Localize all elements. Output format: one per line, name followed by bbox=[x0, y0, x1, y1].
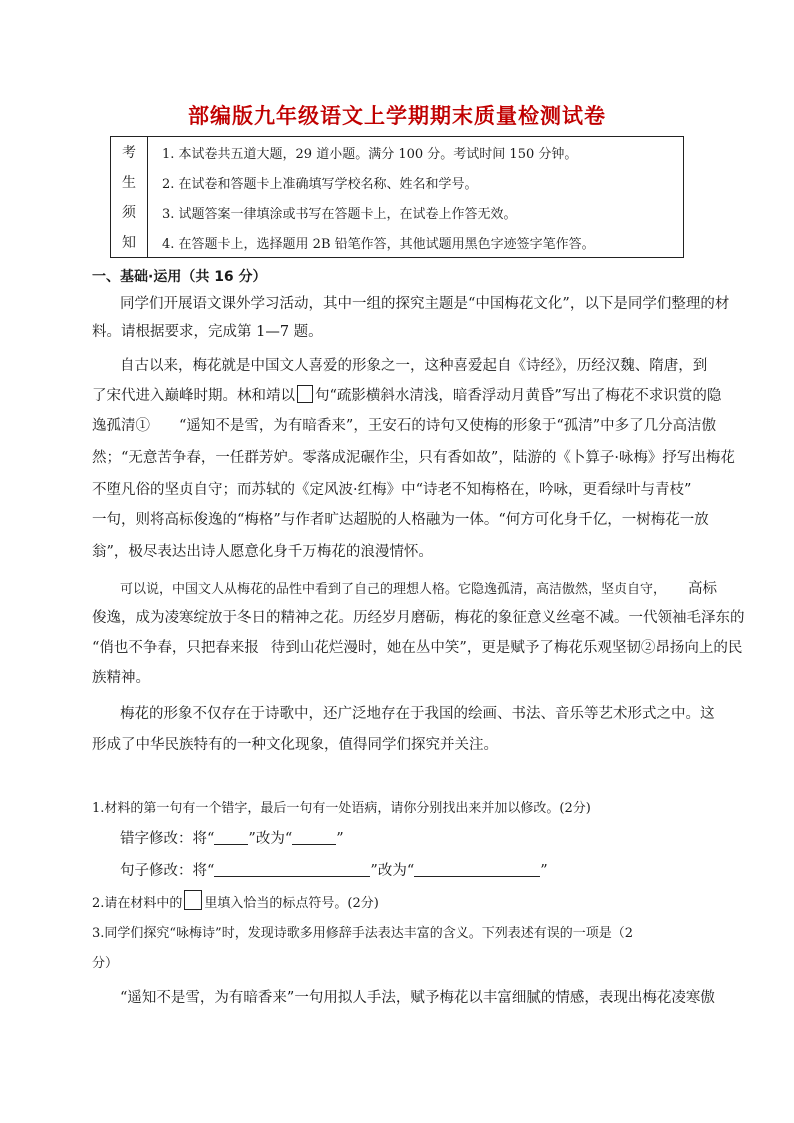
question-2-text: 里填入恰当的标点符号。(2分) bbox=[204, 896, 379, 911]
label: 句子修改：将“ bbox=[120, 863, 215, 879]
notice-header-char: 知 bbox=[111, 227, 148, 258]
notice-item: 2. 在试卷和答题卡上准确填写学校名称、姓名和学号。 bbox=[162, 176, 478, 192]
notice-item: 3. 试题答案一律填涂或书写在答题卡上，在试卷上作答无效。 bbox=[162, 206, 517, 222]
passage-line: 形成了中华民族特有的一种文化现象，值得同学们探究并关注。 bbox=[92, 737, 498, 753]
passage-line bbox=[120, 577, 717, 598]
passage-text: 了宋代进入巅峰时期。林和靖以 bbox=[92, 388, 295, 404]
notice-header-char: 考 bbox=[111, 137, 148, 168]
question-2-text: 2.请在材料中的 bbox=[92, 896, 183, 911]
passage-text: 待到山花烂漫时，她在丛中笑”，更是赋予了梅花乐观坚韧②昂扬向上的民 bbox=[270, 640, 743, 656]
passage-line: 自古以来，梅花就是中国文人喜爱的形象之一，这种喜爱起自《诗经》，历经汉魏、隋唐，到 bbox=[120, 358, 708, 374]
question-2 bbox=[92, 890, 379, 911]
label: ” bbox=[336, 831, 344, 847]
passage-line: 然；“无意苦争春，一任群芳妒。零落成泥碾作尘，只有香如故”，陆游的《卜算子·咏梅》抒写出梅花 bbox=[92, 450, 735, 466]
notice-item: 4. 在答题卡上，选择题用 2B 铅笔作答，其他试题用黑色字迹签字笔作答。 bbox=[162, 236, 595, 252]
intro-line: 同学们开展语文课外学习活动，其中一组的探究主题是“中国梅花文化”，以下是同学们整理的材 bbox=[120, 296, 730, 312]
question-3-option: “遥知不是雪，为有暗香来”一句用拟人手法，赋予梅花以丰富细腻的情感，表现出梅花凌寒傲 bbox=[120, 990, 715, 1006]
label: ”改为“ bbox=[370, 863, 415, 879]
question-1-part-a bbox=[120, 827, 344, 848]
notice-header-char: 须 bbox=[111, 197, 148, 227]
passage-line bbox=[92, 636, 742, 657]
intro-line: 料。请根据要求，完成第 1—7 题。 bbox=[92, 324, 323, 340]
label: 错字修改：将“ bbox=[120, 831, 215, 847]
passage-line: 翁”，极尽表达出诗人愿意化身千万梅花的浪漫情怀。 bbox=[92, 544, 433, 560]
exam-title: 部编版九年级语文上学期期末质量检测试卷 bbox=[188, 104, 606, 128]
notice-header-char: 生 bbox=[111, 167, 148, 197]
answer-blank[interactable] bbox=[214, 830, 248, 845]
passage-line: 族精神。 bbox=[92, 670, 150, 686]
question-1-stem: 1.材料的第一句有一个错字，最后一句有一处语病，请你分别找出来并加以修改。(2分) bbox=[92, 801, 591, 816]
label: ”改为“ bbox=[248, 831, 293, 847]
question-3-stem: 分） bbox=[92, 956, 119, 971]
passage-line: 梅花的形象不仅存在于诗歌中，还广泛地存在于我国的绘画、书法、音乐等艺术形式之中。这 bbox=[120, 706, 715, 722]
section-heading: 一、基础·运用（共 16 分） bbox=[92, 269, 267, 285]
notice-item: 1. 本试卷共五道大题，29 道小题。满分 100 分。考试时间 150 分钟。 bbox=[162, 146, 578, 162]
passage-line bbox=[92, 384, 721, 405]
passage-line: 俊逸，成为凌寒绽放于冬日的精神之花。历经岁月磨砺，梅花的象征意义丝毫不减。一代领袖毛泽东的 bbox=[92, 610, 745, 626]
answer-blank[interactable] bbox=[214, 862, 370, 877]
punctuation-box-icon bbox=[184, 890, 202, 910]
answer-blank[interactable] bbox=[292, 830, 336, 845]
answer-blank[interactable] bbox=[414, 862, 540, 877]
question-3-stem: 3.同学们探究“咏梅诗”时，发现诗歌多用修辞手法表达丰富的含义。下列表述有误的一项是（2 bbox=[92, 926, 633, 941]
passage-line: 一句，则将高标俊逸的“梅格”与作者旷达超脱的人格融为一体。“何方可化身千亿，一树梅花一放 bbox=[92, 512, 709, 528]
question-1-part-b bbox=[120, 859, 548, 880]
passage-text: “俏也不争春，只把春来报 bbox=[92, 640, 259, 656]
exam-notice-table bbox=[110, 136, 684, 258]
passage-line: 不堕凡俗的坚贞自守；而苏轼的《定风波·红梅》中“诗老不知梅格在，吟咏，更看绿叶与青枝” bbox=[92, 482, 692, 498]
passage-line: 逸孤清① “遥知不是雪，为有暗香来”，王安石的诗句又使梅的形象于“孤清”中多了几分高洁傲 bbox=[92, 418, 717, 434]
punctuation-blank-box bbox=[297, 385, 313, 403]
passage-text: 可以说，中国文人从梅花的品性中看到了自己的理想人格。它隐逸孤清，高洁傲然，坚贞自守， bbox=[120, 582, 667, 597]
passage-text: 高标 bbox=[688, 581, 718, 597]
label: ” bbox=[540, 863, 548, 879]
passage-text: 句“疏影横斜水清浅，暗香浮动月黄昏”写出了梅花不求识赏的隐 bbox=[315, 388, 722, 404]
